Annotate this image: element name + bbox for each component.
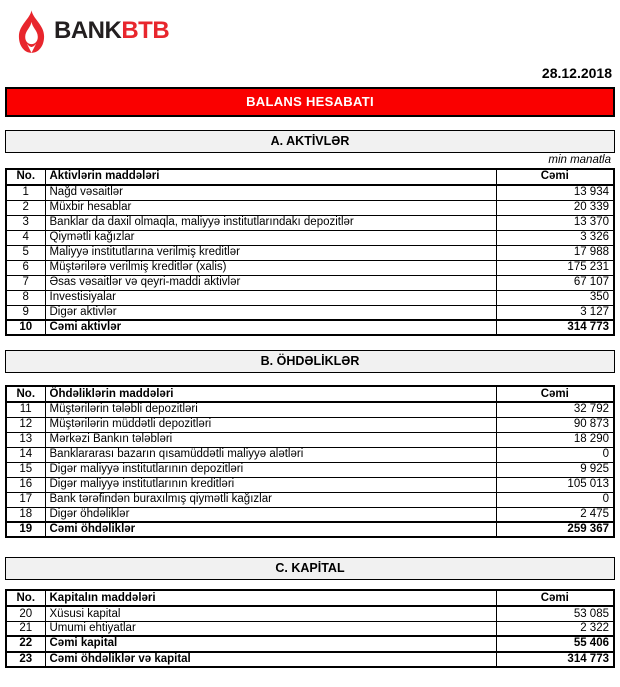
row-item-label: Nağd vəsaitlər [45,185,496,200]
report-title: BALANS HESABATI [246,94,374,110]
row-item-label: Cəmi öhdəliklər və kapital [45,652,496,667]
assets-table-header-row [6,169,614,185]
row-value: 175 231 [496,260,614,275]
row-item-label: Cəmi aktivlər [45,320,496,335]
row-number: 11 [6,402,45,417]
row-item-label: Digər öhdəliklər [45,507,496,522]
row-value: 0 [496,492,614,507]
column-header-item: Kapitalın maddələri [45,590,496,606]
table-row [6,621,614,636]
row-number: 3 [6,215,45,230]
row-value: 53 085 [496,606,614,621]
logo-btb-word: BTB [121,17,170,44]
row-item-label: Digər maliyyə institutlarının kreditləri [45,477,496,492]
row-value: 17 988 [496,245,614,260]
row-value: 13 934 [496,185,614,200]
row-number: 10 [6,320,45,335]
row-item-label: Müxbir hesablar [45,200,496,215]
row-number: 7 [6,275,45,290]
row-item-label: Müştərilərin müddətli depozitləri [45,417,496,432]
table-row [6,417,614,432]
row-value: 314 773 [496,652,614,667]
column-header-no: No. [6,169,45,185]
row-number: 21 [6,621,45,636]
liabilities-table [5,385,615,538]
logo-bank-word: BANK [54,17,122,44]
row-number: 6 [6,260,45,275]
bank-logo-text [54,19,169,43]
table-row [6,260,614,275]
total-row [6,522,614,537]
column-header-no: No. [6,386,45,402]
row-item-label: Əsas vəsaitlər və qeyri-maddi aktivlər [45,275,496,290]
row-item-label: İnvestisiyalar [45,290,496,305]
table-row [6,432,614,447]
row-value: 90 873 [496,417,614,432]
row-number: 17 [6,492,45,507]
row-number: 20 [6,606,45,621]
row-number: 22 [6,636,45,651]
row-number: 1 [6,185,45,200]
row-value: 67 107 [496,275,614,290]
row-value: 105 013 [496,477,614,492]
row-value: 20 339 [496,200,614,215]
row-value: 2 475 [496,507,614,522]
total-row [6,320,614,335]
flame-icon [16,10,47,53]
column-header-total: Cəmi [496,590,614,606]
row-item-label: Mərkəzi Bankın tələbləri [45,432,496,447]
row-value: 3 127 [496,305,614,320]
table-row [6,230,614,245]
column-header-no: No. [6,590,45,606]
row-value: 314 773 [496,320,614,335]
row-number: 18 [6,507,45,522]
row-number: 12 [6,417,45,432]
row-item-label: Maliyyə institutlarına verilmiş kreditlər [45,245,496,260]
row-item-label: Banklararası bazarın qısamüddətli maliyyə alətləri [45,447,496,462]
table-row [6,462,614,477]
row-value: 0 [496,447,614,462]
row-value: 259 367 [496,522,614,537]
row-number: 16 [6,477,45,492]
row-number: 19 [6,522,45,537]
row-number: 5 [6,245,45,260]
column-header-total: Cəmi [496,169,614,185]
table-row [6,492,614,507]
row-number: 2 [6,200,45,215]
section-header-assets: A. AKTİVLƏR [5,130,615,153]
table-row [6,305,614,320]
row-item-label: Bank tərəfindən buraxılmış qiymətli kağızlar [45,492,496,507]
row-number: 14 [6,447,45,462]
table-row [6,402,614,417]
row-item-label: Qiymətli kağızlar [45,230,496,245]
report-date: 28.12.2018 [541,65,612,81]
table-row [6,507,614,522]
row-item-label: Ümumi ehtiyatlar [45,621,496,636]
table-row [6,185,614,200]
row-value: 55 406 [496,636,614,651]
row-item-label: Digər maliyyə institutlarının depozitləri [45,462,496,477]
row-number: 4 [6,230,45,245]
row-value: 32 792 [496,402,614,417]
row-value: 9 925 [496,462,614,477]
row-item-label: Cəmi kapital [45,636,496,651]
row-item-label: Digər aktivlər [45,305,496,320]
table-row [6,215,614,230]
row-item-label: Xüsusi kapital [45,606,496,621]
report-title-banner [5,87,615,117]
capital-table [5,589,615,667]
table-row [6,447,614,462]
row-item-label: Banklar da daxil olmaqla, maliyyə institutlarındakı depozitlər [45,215,496,230]
table-row [6,245,614,260]
unit-note: min manatla [548,154,611,167]
liabilities-table-header-row [6,386,614,402]
table-row [6,200,614,215]
row-item-label: Cəmi öhdəliklər [45,522,496,537]
section-header-liabilities: B. ÖHDƏLİKLƏR [5,350,615,373]
column-header-item: Öhdəliklərin maddələri [45,386,496,402]
row-number: 8 [6,290,45,305]
row-item-label: Müştərilərə verilmiş kreditlər (xalis) [45,260,496,275]
row-number: 23 [6,652,45,667]
total-row [6,652,614,667]
table-row [6,275,614,290]
table-row [6,606,614,621]
assets-table [5,168,615,336]
row-value: 13 370 [496,215,614,230]
row-number: 9 [6,305,45,320]
section-header-capital: C. KAPİTAL [5,557,615,580]
row-value: 2 322 [496,621,614,636]
row-item-label: Müştərilərin tələbli depozitləri [45,402,496,417]
capital-table-header-row [6,590,614,606]
row-value: 18 290 [496,432,614,447]
total-row [6,636,614,651]
row-value: 350 [496,290,614,305]
bank-logo [16,8,620,54]
row-number: 15 [6,462,45,477]
table-row [6,290,614,305]
row-number: 13 [6,432,45,447]
table-row [6,477,614,492]
row-value: 3 326 [496,230,614,245]
column-header-total: Cəmi [496,386,614,402]
column-header-item: Aktivlərin maddələri [45,169,496,185]
